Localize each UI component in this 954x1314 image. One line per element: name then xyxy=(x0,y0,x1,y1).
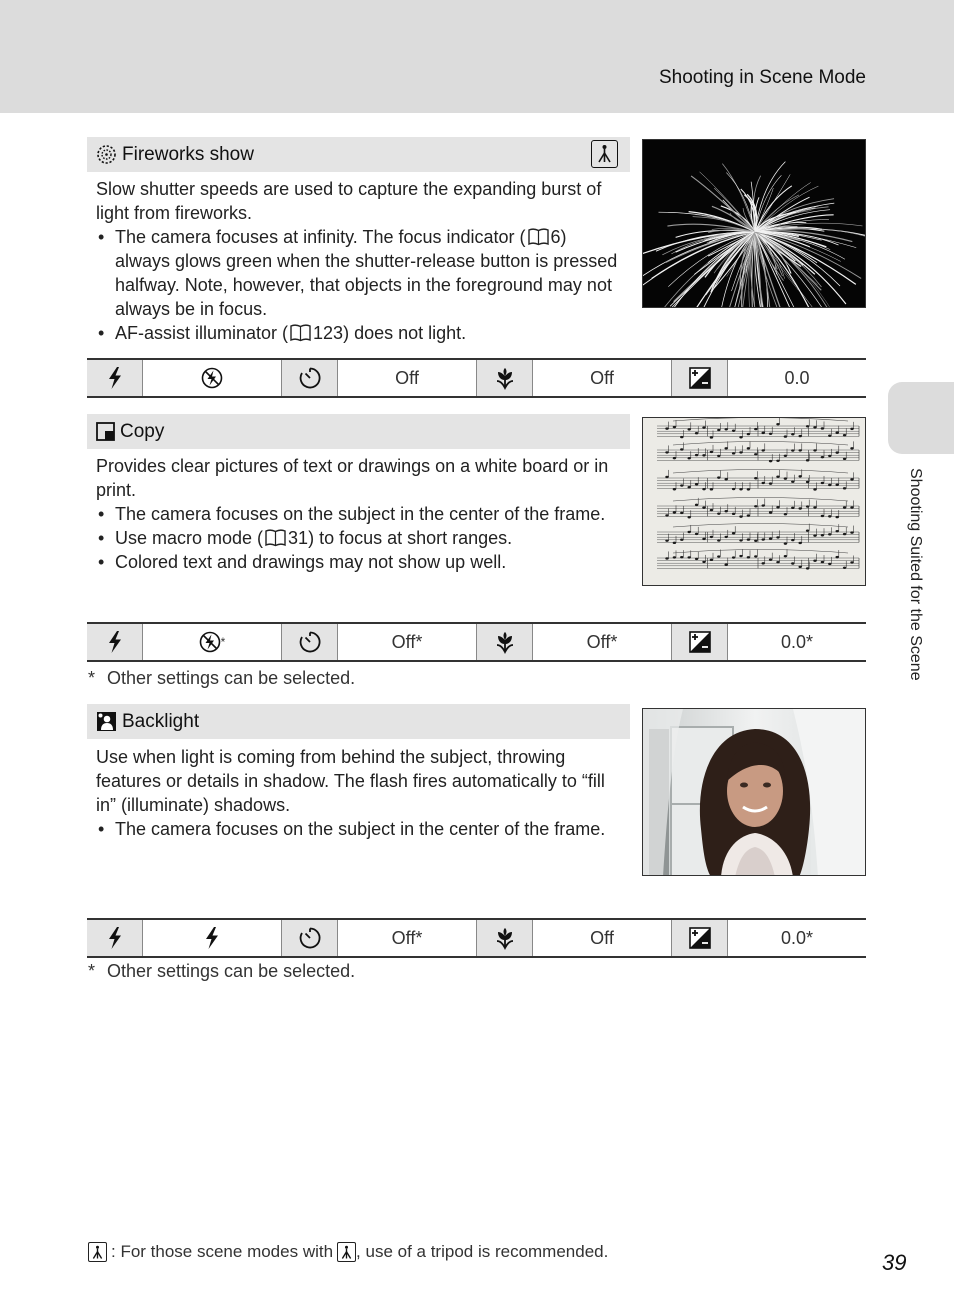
tripod-footnote xyxy=(88,1242,608,1262)
settings-row-backlight xyxy=(87,918,866,958)
self-timer-icon xyxy=(282,920,338,956)
macro-value: Off xyxy=(533,360,672,396)
side-chapter-tab xyxy=(888,382,954,454)
section-intro: Use when light is coming from behind the subject, throwing features or details in shadow. The flash fires automatically to “fill in” (illuminate) shadows. xyxy=(96,747,605,815)
fireworks-icon xyxy=(96,144,117,165)
page-ref[interactable]: 6 xyxy=(550,227,561,247)
self-timer-icon xyxy=(282,624,338,660)
bullet-text: The camera focuses at infinity. The focus indicator ( xyxy=(115,227,526,247)
bullet-text: ) to focus at short ranges. xyxy=(308,528,513,548)
flash-mode-value xyxy=(143,360,282,396)
bullet-text: AF-assist illuminator ( xyxy=(115,323,289,343)
bullet-list xyxy=(96,502,626,574)
bullet-text: ) always glows green when the shutter-release button is pressed halfway. Note, however, that objects in the foreground may not always be in focus. xyxy=(115,227,618,319)
page-header-title: Shooting in Scene Mode xyxy=(658,67,866,88)
sample-photo-fireworks xyxy=(642,139,866,308)
footnote-copy xyxy=(88,668,355,689)
settings-row-fireworks xyxy=(87,358,866,398)
flash-mode-icon xyxy=(87,624,143,660)
sample-photo-copy xyxy=(642,417,866,586)
exposure-compensation-value: 0.0 xyxy=(784,367,810,388)
flash-mode-value xyxy=(143,920,282,956)
section-body-fireworks xyxy=(96,177,626,345)
bullet-text: The camera focuses on the subject in the center of the frame. xyxy=(115,819,606,839)
tripod-icon xyxy=(591,140,618,168)
settings-row-copy xyxy=(87,622,866,662)
macro-value: Off* xyxy=(533,624,672,660)
self-timer-value: Off* xyxy=(338,920,477,956)
section-title-bar-fireworks xyxy=(87,137,630,172)
footnote-text: : For those scene modes with xyxy=(111,1242,334,1261)
list-item xyxy=(96,502,626,526)
list-item xyxy=(96,225,626,321)
macro-value: Off xyxy=(533,920,672,956)
flash-mode-marker: * xyxy=(220,635,226,649)
bullet-list xyxy=(96,817,626,841)
list-item xyxy=(96,526,626,550)
book-ref-icon xyxy=(528,228,549,246)
section-title-copy: Copy xyxy=(120,420,165,442)
section-intro: Slow shutter speeds are used to capture the expanding burst of light from fireworks. xyxy=(96,179,602,223)
section-body-copy xyxy=(96,454,626,574)
book-ref-icon xyxy=(265,529,286,547)
flash-mode-icon xyxy=(87,920,143,956)
flash-icon xyxy=(203,926,221,950)
list-item xyxy=(96,817,626,841)
exposure-compensation-icon xyxy=(672,624,728,660)
macro-icon xyxy=(477,920,533,956)
self-timer-icon xyxy=(282,360,338,396)
section-title-backlight: Backlight xyxy=(122,710,200,732)
list-item xyxy=(96,321,626,345)
self-timer-value: Off* xyxy=(338,624,477,660)
bullet-text: The camera focuses on the subject in the center of the frame. xyxy=(115,504,606,524)
footnote-mark: * xyxy=(88,961,96,981)
tripod-icon xyxy=(88,1242,107,1262)
section-title-bar-copy xyxy=(87,414,630,449)
side-chapter-label: Shooting Suited for the Scene xyxy=(907,468,924,681)
page-number: 39 xyxy=(882,1250,907,1275)
exposure-compensation-icon xyxy=(672,920,728,956)
page-ref[interactable]: 123 xyxy=(313,323,344,343)
flash-off-icon xyxy=(199,631,221,653)
exposure-compensation-value: 0.0* xyxy=(780,927,814,948)
tripod-icon xyxy=(337,1242,356,1262)
footnote-text: Other settings can be selected. xyxy=(107,961,356,981)
copy-icon xyxy=(96,422,115,441)
macro-icon xyxy=(477,360,533,396)
footnote-mark: * xyxy=(88,668,96,688)
macro-icon xyxy=(477,624,533,660)
backlight-icon xyxy=(96,711,117,732)
bullet-text: Use macro mode ( xyxy=(115,528,264,548)
flash-mode-icon xyxy=(87,360,143,396)
page-ref[interactable]: 31 xyxy=(288,528,309,548)
sample-photo-backlight xyxy=(642,708,866,876)
footnote-text: , use of a tripod is recommended. xyxy=(356,1242,609,1261)
flash-off-icon xyxy=(201,367,223,389)
section-title-fireworks: Fireworks show xyxy=(122,143,254,165)
exposure-compensation-icon xyxy=(672,360,728,396)
footnote-backlight xyxy=(88,961,355,982)
header-band xyxy=(0,0,954,113)
bullet-list xyxy=(96,225,626,345)
book-ref-icon xyxy=(290,324,311,342)
section-title-bar-backlight xyxy=(87,704,630,739)
section-intro: Provides clear pictures of text or drawings on a white board or in print. xyxy=(96,456,609,500)
flash-mode-value xyxy=(143,624,282,660)
bullet-text: Colored text and drawings may not show up well. xyxy=(115,552,507,572)
list-item xyxy=(96,550,626,574)
bullet-text: ) does not light. xyxy=(343,323,467,343)
exposure-compensation-value: 0.0* xyxy=(780,631,814,652)
footnote-text: Other settings can be selected. xyxy=(107,668,356,688)
self-timer-value: Off xyxy=(338,360,477,396)
section-body-backlight xyxy=(96,745,626,841)
